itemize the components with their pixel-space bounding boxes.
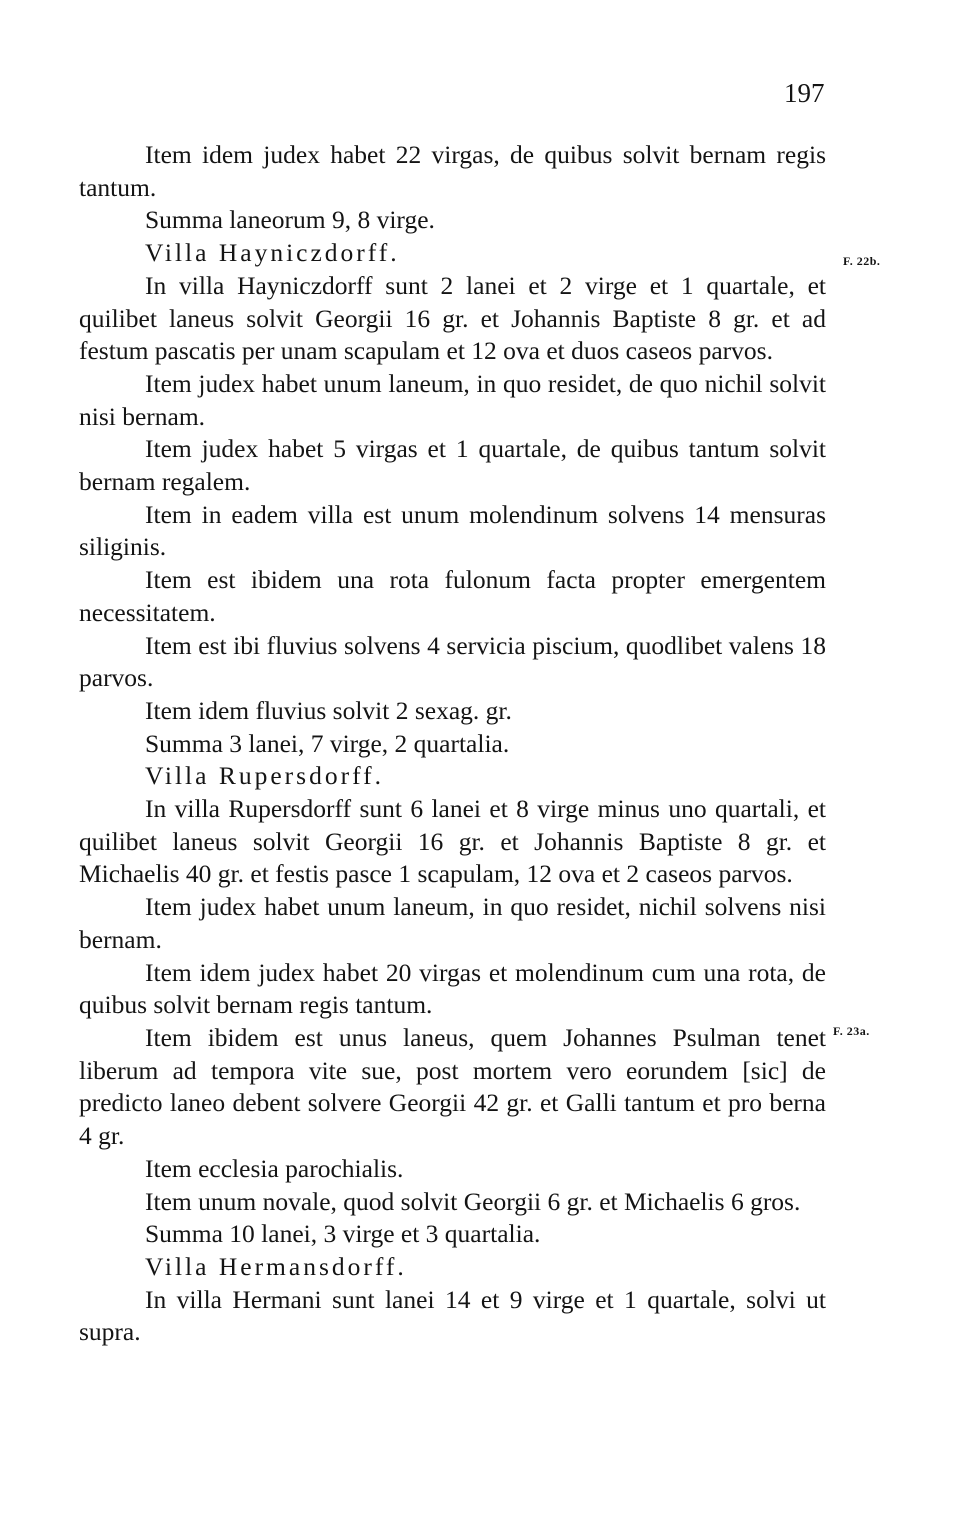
paragraph: Item est ibidem una rota fulonum facta propter emergentem necessitatem. — [79, 565, 826, 627]
paragraph: In villa Hermani sunt lanei 14 et 9 virge et 1 quartale, solvi ut supra. — [79, 1284, 826, 1347]
summary-line: Summa laneorum 9, 8 virge. — [145, 205, 435, 235]
margin-note: F. 23a. — [833, 1024, 870, 1038]
paragraph: Item judex habet unum laneum, in quo residet, de quo nichil solvit nisi bernam. — [79, 368, 826, 431]
section-heading: Villa Hayniczdorff. — [145, 238, 400, 268]
summary-line: Item ecclesia parochialis. — [145, 1153, 404, 1183]
section-heading: Villa Hermansdorff. — [145, 1251, 407, 1281]
paragraph: Item unum novale, quod solvit Georgii 6 gr. et Michaelis 6 gros. — [145, 1186, 801, 1216]
section-heading: Villa Rupersdorff. — [145, 761, 384, 791]
paragraph: Item judex habet unum laneum, in quo residet, nichil solvens nisi bernam. — [79, 892, 826, 954]
paragraph: Item ibidem est unus laneus, quem Johannes Psulman tenet liberum ad tempora vite sue, post mortem vero eorundem [sic] de predicto laneo debent solvere Georgii 42 gr. et Galli tantum et pro berna 4 gr. — [79, 1022, 826, 1151]
paragraph: Item judex habet 5 virgas et 1 quartale, de quibus tantum solvit bernam regalem. — [79, 434, 826, 497]
paragraph: Item idem judex habet 22 virgas, de quibus solvit bernam regis tantum. — [79, 140, 826, 202]
paragraph: Item est ibi fluvius solvens 4 servicia piscium, quodlibet valens 18 parvos. — [79, 630, 826, 693]
text-column — [79, 139, 826, 1349]
summary-line: Summa 10 lanei, 3 virge et 3 quartalia. — [145, 1219, 541, 1249]
paragraph: Item idem judex habet 20 virgas et molendinum cum una rota, de quibus solvit bernam regis tantum. — [79, 957, 826, 1020]
summary-line: Item idem fluvius solvit 2 sexag. gr. — [145, 695, 512, 725]
paragraph: In villa Rupersdorff sunt 6 lanei et 8 virge minus uno quartali, et quilibet laneus solvit Georgii 16 gr. et Johannis Baptiste 8 gr. et Michaelis 40 gr. et festis pasce 1 scapulam, 12 ova et 2 caseos parvos. — [79, 794, 826, 889]
paragraph: Item in eadem villa est unum molendinum solvens 14 mensuras siliginis. — [79, 499, 826, 562]
summary-line: Summa 3 lanei, 7 virge, 2 quartalia. — [145, 728, 510, 758]
margin-note: F. 22b. — [843, 254, 881, 268]
paragraph: In villa Hayniczdorff sunt 2 lanei et 2 virge et 1 quartale, et quilibet laneus solvit Georgii 16 gr. et Johannis Baptiste 8 gr. et ad festum pascatis per unam scapulam et 12 ova et duos caseos parvos. — [79, 270, 826, 366]
page-number: 197 — [784, 78, 825, 108]
